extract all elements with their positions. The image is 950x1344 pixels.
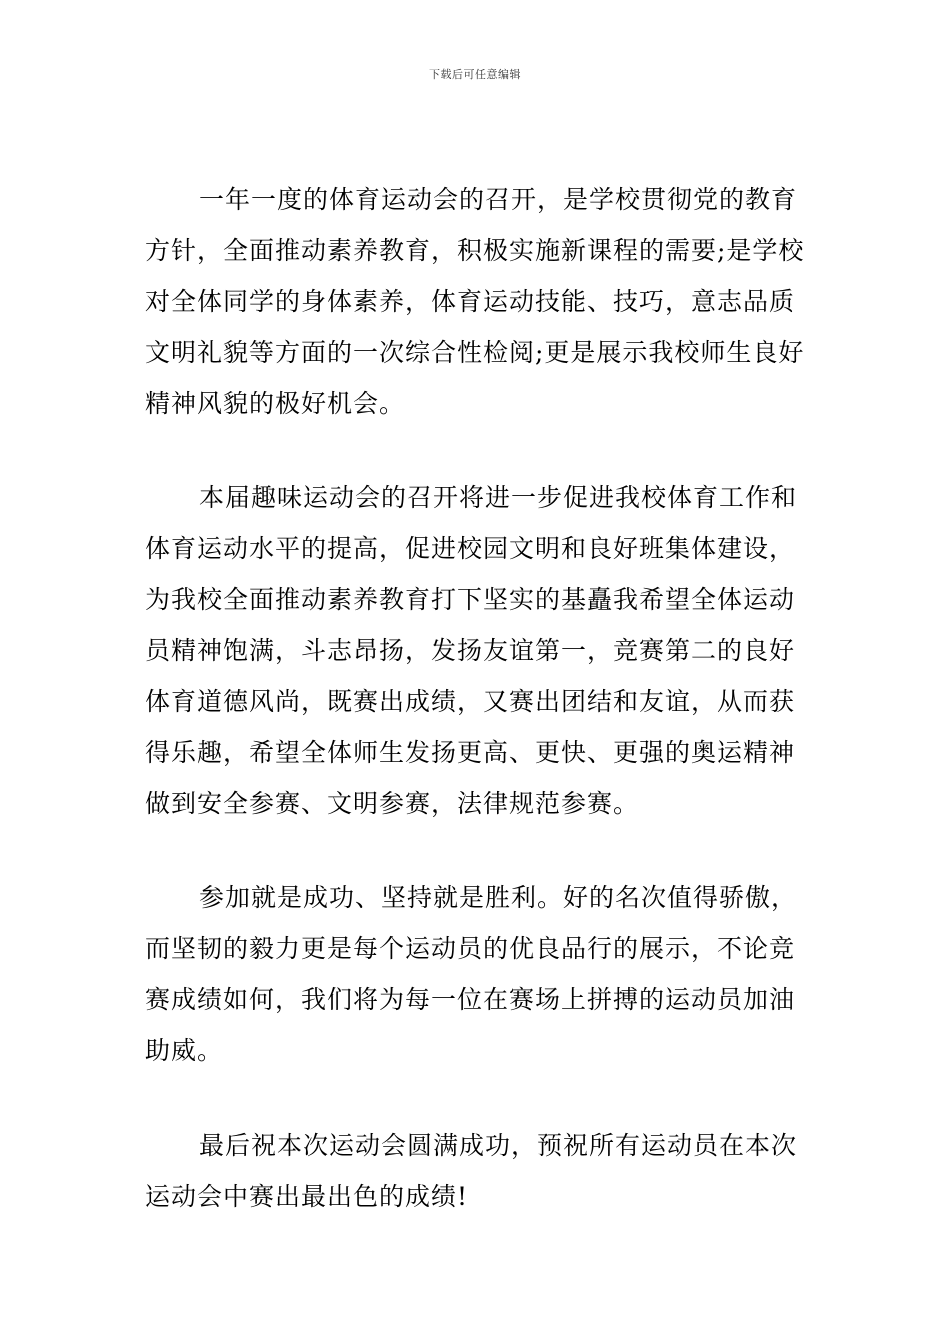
paragraph-line: 助威。 (145, 1036, 224, 1065)
paragraph-2 (145, 472, 807, 829)
paragraph-line: 为我校全面推动素养教育打下坚实的基矗我希望全体运动 (145, 585, 796, 614)
header-note: 下载后可任意编辑 (429, 68, 521, 81)
paragraph-line: 本届趣味运动会的召开将进一步促进我校体育工作和 (199, 483, 798, 512)
paragraph-line: 体育道德风尚，既赛出成绩，又赛出团结和友谊，从而获 (145, 687, 796, 716)
paragraph-line: 精神风貌的极好机会。 (145, 389, 406, 418)
paragraph-line: 方针，全面推动素养教育，积极实施新课程的需要;是学校 (145, 236, 805, 265)
paragraph-line: 参加就是成功、坚持就是胜利。好的名次值得骄傲， (199, 883, 798, 912)
paragraph-line: 员精神饱满，斗志昂扬，发扬友谊第一，竞赛第二的良好 (145, 636, 796, 665)
paragraph-3 (145, 872, 807, 1076)
paragraph-line: 最后祝本次运动会圆满成功，预祝所有运动员在本次 (199, 1131, 798, 1160)
paragraph-line: 一年一度的体育运动会的召开，是学校贯彻党的教育 (199, 185, 798, 214)
paragraph-4 (145, 1120, 807, 1222)
paragraph-line: 对全体同学的身体素养，体育运动技能、技巧，意志品质 (145, 287, 796, 316)
paragraph-line: 赛成绩如何，我们将为每一位在赛场上拼搏的运动员加油 (145, 985, 796, 1014)
paragraph-1 (145, 174, 807, 429)
paragraph-line: 而坚韧的毅力更是每个运动员的优良品行的展示，不论竞 (145, 934, 796, 963)
paragraph-line: 运动会中赛出最出色的成绩! (145, 1182, 469, 1211)
paragraph-line: 得乐趣，希望全体师生发扬更高、更快、更强的奥运精神 (145, 738, 796, 767)
paragraph-line: 文明礼貌等方面的一次综合性检阅;更是展示我校师生良好 (145, 338, 805, 367)
paragraph-line: 做到安全参赛、文明参赛，法律规范参赛。 (145, 789, 640, 818)
paragraph-line: 体育运动水平的提高，促进校园文明和良好班集体建设， (145, 534, 796, 563)
